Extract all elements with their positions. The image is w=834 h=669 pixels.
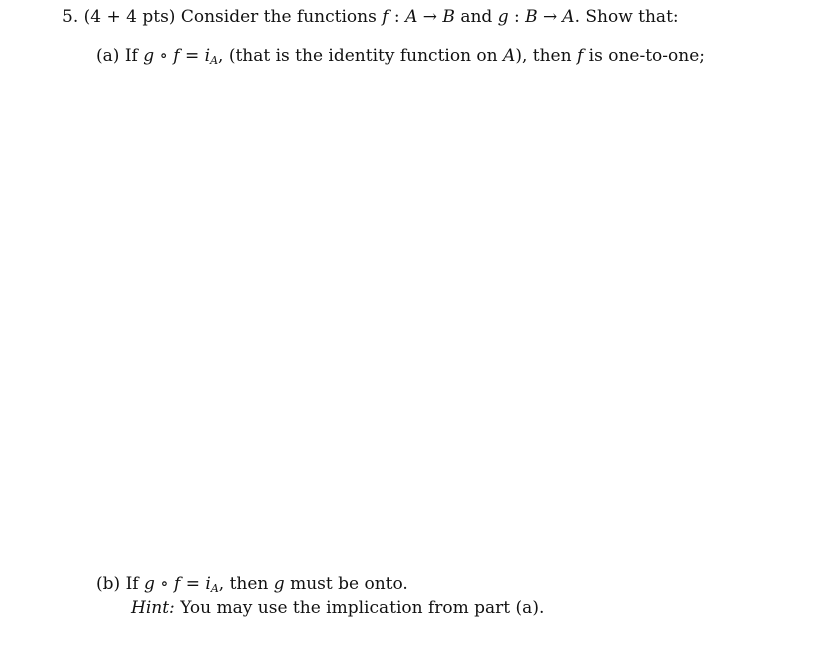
hint-label: Hint:	[131, 598, 175, 618]
equals-sign: =	[184, 46, 200, 66]
arrow-icon: →	[422, 7, 437, 27]
problem-tail: . Show that:	[574, 7, 679, 27]
set-a-2: A	[562, 7, 575, 27]
part-b-if: If	[125, 574, 139, 594]
part-b-g-then: g	[273, 574, 285, 594]
part-a-conclusion: is one-to-one;	[588, 46, 705, 66]
compose-icon: ∘	[159, 46, 168, 66]
identity-subscript-b: A	[210, 582, 219, 595]
part-b-then: , then	[218, 574, 269, 594]
problem-number: 5.	[62, 7, 79, 27]
compose-icon-b: ∘	[160, 574, 169, 594]
part-b	[96, 573, 408, 600]
part-b-label: (b)	[96, 574, 121, 594]
colon: :	[393, 7, 400, 27]
set-b: B	[442, 7, 455, 27]
part-a-paren-text: , (that is the identity function on	[218, 46, 498, 66]
part-b-conclusion: must be onto.	[290, 574, 408, 594]
identity-i-b: i	[205, 574, 211, 594]
identity-i: i	[204, 46, 211, 66]
function-f: f	[382, 7, 389, 27]
equals-sign-b: =	[185, 574, 200, 594]
part-a	[96, 45, 705, 72]
hint-text: You may use the implication from part (a).	[180, 598, 545, 618]
part-b-f: f	[174, 574, 181, 594]
identity-subscript: A	[210, 54, 219, 67]
part-a-set-a: A	[503, 46, 516, 66]
arrow-icon-2: →	[543, 7, 558, 27]
part-a-f-then: f	[576, 46, 584, 66]
problem-intro: Consider the functions	[180, 7, 377, 27]
set-b-2: B	[525, 7, 538, 27]
part-a-then: ), then	[515, 46, 572, 66]
colon-2: :	[513, 7, 520, 27]
set-a: A	[405, 7, 418, 27]
part-a-g: g	[143, 46, 155, 66]
and-text: and	[460, 7, 493, 27]
part-b-hint	[131, 597, 544, 619]
problem-statement	[62, 6, 679, 28]
function-g: g	[497, 7, 509, 27]
part-a-if: If	[124, 46, 138, 66]
part-b-g: g	[143, 574, 155, 594]
part-a-label: (a)	[96, 46, 120, 66]
problem-points: (4 + 4 pts)	[83, 7, 176, 27]
part-a-f: f	[173, 46, 180, 66]
